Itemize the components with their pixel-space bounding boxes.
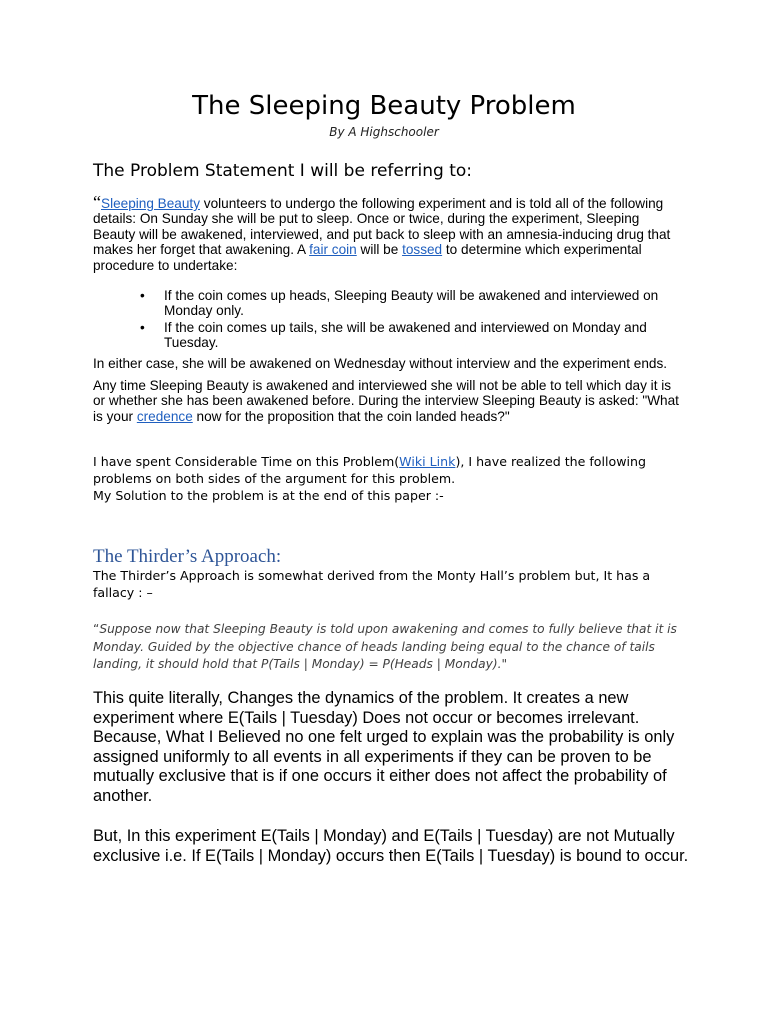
either-case-paragraph: In either case, she will be awakened on Wednesday without interview and the experiment ends. [93, 356, 668, 371]
interview-text-2: now for the proposition that the coin landed heads?" [192, 408, 510, 424]
quote-close: " [501, 657, 508, 672]
intro-text-2: will be [356, 242, 403, 258]
bullet-icon: • [140, 319, 145, 335]
solution-note: My Solution to the problem is at the end of this paper :- [93, 487, 444, 503]
procedure-list [93, 288, 683, 352]
quote-open: “ [93, 622, 100, 636]
link-sleeping-beauty[interactable]: Sleeping Beauty [101, 196, 201, 211]
open-quote: “ [93, 192, 101, 212]
list-item-text: If the coin comes up tails, she will be awakened and interviewed on Monday and Tuesday. [164, 319, 647, 351]
link-fair-coin[interactable]: fair coin [309, 242, 357, 258]
interview-text-1: Any time Sleeping Beauty is awakened and interviewed she will not be able to tell which day it is or whether she has been awakened before. During the interview Sleeping Beauty is asked: "What is your [93, 378, 679, 424]
document-title: The Sleeping Beauty Problem [192, 91, 576, 121]
list-item [93, 288, 683, 319]
link-credence[interactable]: credence [136, 408, 193, 424]
bullet-icon: • [140, 288, 145, 303]
intro-text-3: to determine which experimental procedure to undertake: [93, 242, 642, 273]
intro-paragraph [93, 192, 683, 273]
intro-text-1: volunteers to undergo the following experiment and is told all of the following details: On Sunday she will be put to sleep. Once or twice, during the experiment, Sleeping Beauty will be awakened, interviewed, and put back to sleep with an amnesia-inducing drug that makes her forget that awakening. A [93, 196, 671, 258]
dynamics-paragraph: This quite literally, Changes the dynamics of the problem. It creates a new experiment where E(Tails | Tuesday) Does not occur or becomes irrelevant. Because, What I Believed no one felt urged to explain was the probability is only assigned uniformly to all events in all experiments if they can be proven to be mutually exclusive that is if one occurs it either does not affect the probability of another. [93, 689, 675, 805]
thirder-heading: The Thirder’s Approach: [93, 546, 282, 567]
mutually-exclusive-paragraph: But, In this experiment E(Tails | Monday) and E(Tails | Tuesday) are not Mutually exclusive i.e. If E(Tails | Monday) occurs then E(Tails | Tuesday) is bound to occur. [93, 827, 689, 865]
document-author: By A Highschooler [329, 125, 439, 139]
link-wiki[interactable]: Wiki Link [399, 454, 456, 469]
link-tossed[interactable]: tossed [402, 242, 443, 258]
quote-text: Suppose now that Sleeping Beauty is told upon awakening and comes to fully believe that it is Monday. Guided by the objective chance of heads landing being equal to the chance of tails landing, it should hold that P(Tails | Monday) = P(Heads | Monday). [93, 622, 677, 672]
considerable-paragraph [93, 454, 683, 504]
thirder-quote [93, 621, 683, 674]
problem-statement-heading: The Problem Statement I will be referring to: [93, 161, 473, 181]
thirder-intro: The Thirder’s Approach is somewhat derived from the Monty Hall’s problem but, It has a fallacy : – [93, 568, 651, 600]
considerable-text-2: ), I have realized the following problems on both sides of the argument for this problem. [93, 454, 646, 486]
list-item-text: If the coin comes up heads, Sleeping Beauty will be awakened and interviewed on Monday only. [164, 288, 659, 319]
interview-paragraph [93, 378, 683, 424]
considerable-text-1: I have spent Considerable Time on this Problem( [93, 454, 400, 469]
list-item [93, 320, 683, 351]
